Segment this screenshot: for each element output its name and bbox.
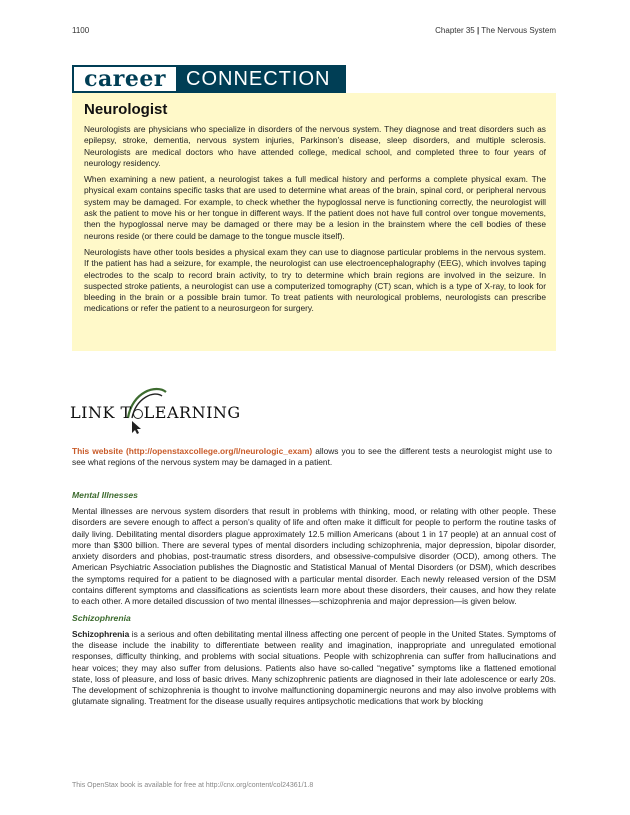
mental-illnesses-paragraph: Mental illnesses are nervous system disorders that result in problems with thinking, mood, or relating with other people. These disorders are severe enough to affect a person’s quality of life and often make it difficult for people to perform the routine tasks of daily living. Debilitating mental disorders plague approximately 12.5 million Americans (about 1 in 17 people) at an annual cost of more than $300 billion. There are several types of mental disorders including schizophrenia, major depression, bipolar disorder, anxiety disorders and phobias, post-traumatic stress disorders, and obsessive-compulsive disorder (OCD), among others. The American Psychiatric Association publishes the Diagnostic and Statistical Manual of Mental Disorders (or DSM), which describes the symptoms required for a patient to be diagnosed with a particular mental disorder. Each newly released version of the DSM contains different symptoms and classifications as scientists learn more about these disorders, their causes, and how they relate to each other. A more detailed discussion of two mental illnesses—schizophrenia and major depression—is given below.: [72, 506, 556, 607]
section-heading-mental-illnesses: Mental Illnesses: [72, 490, 138, 500]
schizophrenia-paragraph: [72, 629, 556, 708]
chapter-header: [435, 26, 556, 35]
career-connection-panel: [72, 93, 556, 351]
logo-left-text: LINK T: [70, 403, 132, 422]
schizophrenia-term: Schizophrenia: [72, 628, 130, 639]
career-paragraph: When examining a new patient, a neurologist takes a full medical history and performs a complete physical exam. The physical exam contains specific tasks that are used to determine what areas of the brain, spinal cord, or peripheral nervous system may be damaged. For example, to check whether the hypoglossal nerve is functioning correctly, the neurologist will ask the patient to move his or her tongue in different ways. If the patient does not have full control over tongue movements, then the hypoglossal nerve may be damaged or there may be a lesion in the brainstem where the cell bodies of these neurons reside (or there could be damage to the tongue muscle itself).: [84, 174, 546, 241]
career-logo-text: career: [84, 66, 166, 92]
link-to-learning-text: [70, 403, 241, 422]
career-connection-banner: [72, 65, 346, 93]
section-heading-schizophrenia: Schizophrenia: [72, 612, 131, 623]
logo-right-text: LEARNING: [143, 403, 241, 422]
schizophrenia-body: is a serious and often debilitating mental illness affecting one percent of people in the United States. Symptoms of the disease include the inability to differentiate between reality and imagination, inappropriate and unregulated emotional responses, difficulty thinking, and problems with social situations. People with schizophrenia can suffer from hallucinations and hear voices; they may also suffer from delusions. Patients also have so-called “negative” symptoms like a flattened emotional state, loss of pleasure, and loss of basic drives. Many schizophrenic patients are diagnosed in their late adolescence or early 20s. The development of schizophrenia is thought to involve malfunctioning dopaminergic neurons and may also involve problems with glutamate signaling. Treatment for the disease usually requires antipsychotic medications that work by blocking: [72, 628, 556, 707]
career-logo-box: [72, 65, 178, 93]
page-footer: This OpenStax book is available for free at http://cnx.org/content/col24361/1.8: [72, 782, 314, 789]
career-paragraph: Neurologists are physicians who specialize in disorders of the nervous system. They diagnose and treat disorders such as epilepsy, stroke, dementia, nervous system injuries, Parkinson’s disease, sleep disorders, and multiple sclerosis. Neurologists are medical doctors who have attended college, medical school, and completed three to four years of neurology residency.: [84, 124, 546, 168]
connection-logo-text: CONNECTION: [186, 67, 331, 90]
link-to-learning-logo: [70, 384, 240, 434]
chapter-prefix: Chapter 35: [435, 26, 475, 35]
link-to-learning-paragraph: [72, 446, 552, 469]
career-paragraph: Neurologists have other tools besides a physical exam they can use to diagnose particular problems in the nervous system. If the patient has had a seizure, for example, the neurologist can use electroencephalography (EEG), which involves taping electrodes to the scalp to record brain activity, to try to determine which brain regions are involved in the seizure. In suspected stroke patients, a neurologist can use a computerized tomography (CT) scan, which is a type of X-ray, to look for bleeding in the brain or a possible brain tumor. To treat patients with neurological problems, neurologists can prescribe medications or refer the patient to a neurosurgeon for surgery.: [84, 246, 546, 314]
main-content: [72, 490, 556, 713]
chapter-separator: |: [476, 26, 480, 35]
link-to-learning-text-body: allows you to see the different tests a neurologist might use to see what regions of the nervous system may be damaged in a patient.: [72, 446, 552, 468]
chapter-title: The Nervous System: [481, 26, 556, 35]
page-number: 1100: [72, 26, 90, 35]
neurologic-exam-link[interactable]: This website (http://openstaxcollege.org/l/neurologic_exam): [72, 446, 313, 456]
career-title: Neurologist: [84, 101, 168, 118]
